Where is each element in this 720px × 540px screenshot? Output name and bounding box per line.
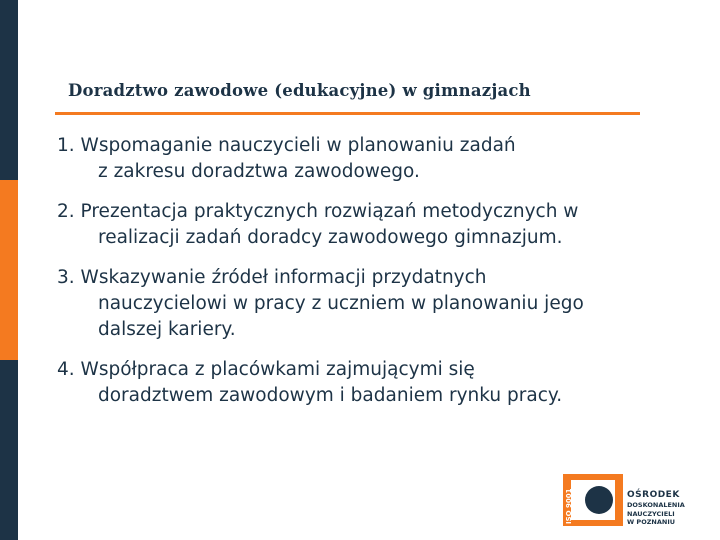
list-item-line: realizacji zadań doradcy zawodowego gimnazjum. (98, 227, 563, 248)
list-item-line: 3. Wskazywanie źródeł informacji przydatnych (57, 267, 487, 288)
title-underline (55, 112, 640, 115)
logo-line: W POZNANIU (627, 518, 676, 526)
logo-line: DOSKONALENIA (627, 501, 685, 509)
bullet-list (57, 133, 697, 423)
slide-title: Doradztwo zawodowe (edukacyjne) w gimnazjach (68, 81, 531, 100)
list-item (57, 357, 697, 409)
list-item-line: 1. Wspomaganie nauczycieli w planowaniu zadań (57, 135, 516, 156)
list-item-line: 2. Prezentacja praktycznych rozwiązań metodycznych w (57, 201, 579, 222)
logo-text (627, 491, 685, 528)
logo-line: NAUCZYCIELI (627, 509, 675, 518)
logo-line: OŚRODEK (627, 490, 680, 500)
iso-label: ISO 9001 (565, 488, 573, 524)
list-item-line: dalszej kariery. (98, 319, 236, 340)
list-item-line: nauczycielowi w pracy z uczniem w planowaniu jego (98, 293, 584, 314)
list-item (57, 265, 697, 343)
logo-dark-circle (585, 486, 613, 514)
list-item-line: z zakresu doradztwa zawodowego. (98, 161, 420, 182)
left-side-accent (0, 180, 18, 360)
list-item (57, 199, 697, 251)
list-item-line: doradztwem zawodowym i badaniem rynku pracy. (98, 385, 563, 406)
list-item (57, 133, 697, 185)
list-item-line: 4. Współpraca z placówkami zajmującymi się (57, 359, 475, 380)
